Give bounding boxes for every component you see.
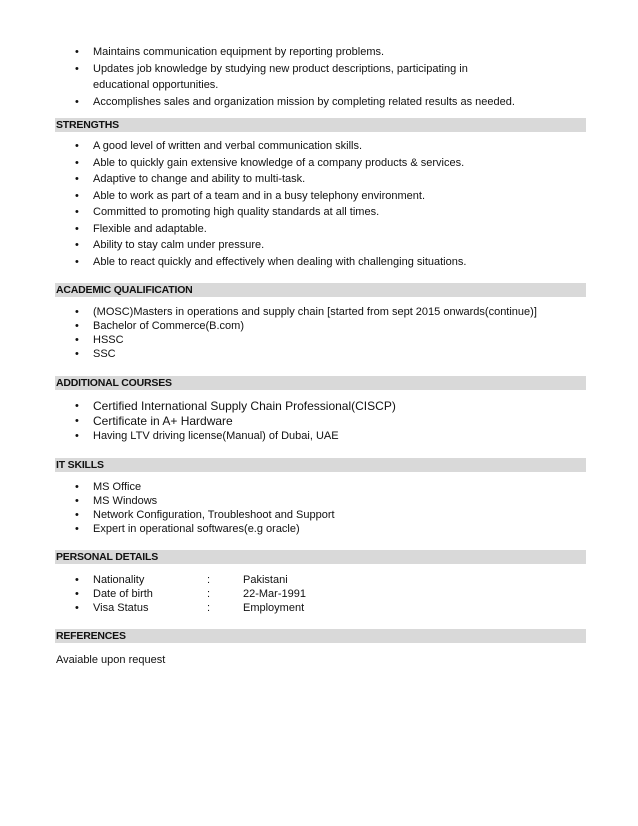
- list-item: • Flexible and adaptable.: [0, 221, 584, 238]
- detail-label: Nationality: [93, 574, 145, 586]
- list-item: • Bachelor of Commerce(B.com): [0, 319, 584, 333]
- list-item: • A good level of written and verbal communication skills.: [0, 138, 584, 155]
- list-item: • Able to react quickly and effectively when dealing with challenging situations.: [0, 254, 584, 271]
- list-item: • Adaptive to change and ability to multi-task.: [0, 171, 584, 188]
- list-item: • (MOSC)Masters in operations and supply chain [started from sept 2015 onwards(continue)]: [0, 305, 584, 319]
- detail-row: [0, 573, 584, 587]
- detail-separator: :: [207, 602, 211, 614]
- list-item: • Able to quickly gain extensive knowledge of a company products & services.: [0, 155, 584, 172]
- list-item: • HSSC: [0, 333, 584, 347]
- it-skills-list: [0, 480, 638, 536]
- detail-row: [0, 601, 584, 615]
- list-item: • Network Configuration, Troubleshoot and Support: [0, 508, 584, 522]
- list-item: • Certificate in A+ Hardware: [0, 414, 584, 429]
- section-heading-personal: PERSONAL DETAILS: [55, 550, 586, 564]
- list-item: • Having LTV driving license(Manual) of Dubai, UAE: [0, 429, 584, 444]
- references-text: Avaiable upon request: [56, 654, 166, 666]
- detail-separator: :: [207, 574, 211, 586]
- list-item: • SSC: [0, 347, 584, 361]
- section-heading-courses: ADDITIONAL COURSES: [55, 376, 586, 390]
- responsibilities-list: [0, 44, 638, 110]
- detail-value: Pakistani: [243, 574, 288, 586]
- detail-label: Visa Status: [93, 602, 149, 614]
- list-item: • Committed to promoting high quality standards at all times.: [0, 204, 584, 221]
- list-item: • Updates job knowledge by studying new product descriptions, participating in educational opportunities.: [0, 61, 523, 94]
- section-heading-strengths: STRENGTHS: [55, 118, 586, 132]
- section-heading-academic: ACADEMIC QUALIFICATION: [55, 283, 586, 297]
- detail-label: Date of birth: [93, 588, 153, 600]
- list-item: • Able to work as part of a team and in a busy telephony environment.: [0, 188, 584, 205]
- list-item: • Accomplishes sales and organization mission by completing related results as needed.: [0, 94, 584, 111]
- list-item: • MS Windows: [0, 494, 584, 508]
- list-item: • Ability to stay calm under pressure.: [0, 237, 584, 254]
- detail-separator: :: [207, 588, 211, 600]
- academic-list: [0, 305, 638, 361]
- detail-value: 22-Mar-1991: [243, 588, 306, 600]
- courses-list: [0, 399, 638, 444]
- list-item: • Expert in operational softwares(e.g oracle): [0, 522, 584, 536]
- strengths-list: [0, 138, 638, 270]
- personal-details-list: [0, 573, 638, 615]
- section-heading-it-skills: IT SKILLS: [55, 458, 586, 472]
- list-item: • Certified International Supply Chain Professional(CISCP): [0, 399, 584, 414]
- list-item: • MS Office: [0, 480, 584, 494]
- list-item: • Maintains communication equipment by reporting problems.: [0, 44, 584, 61]
- section-heading-references: REFERENCES: [55, 629, 586, 643]
- detail-row: [0, 587, 584, 601]
- detail-value: Employment: [243, 602, 305, 614]
